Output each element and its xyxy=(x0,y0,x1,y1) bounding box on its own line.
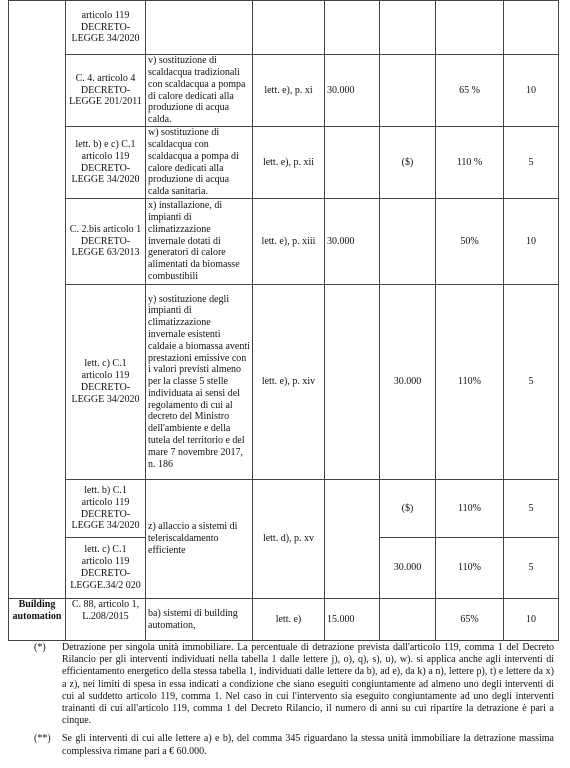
letter-cell: lett. e), p. xiv xyxy=(253,285,325,480)
limit-cell: 15.000 xyxy=(325,599,380,641)
table-row xyxy=(9,599,559,641)
table-row xyxy=(9,480,559,538)
limit-alt-cell: ($) xyxy=(380,480,436,538)
limit-alt-cell xyxy=(380,199,436,285)
letter-cell: lett. e), p. xi xyxy=(253,55,325,127)
limit-alt-cell xyxy=(380,1,436,55)
percentage-cell: 50% xyxy=(436,199,504,285)
intervention-cell: z) allaccio a sistemi di teleriscaldamento efficiente xyxy=(146,480,253,599)
category-cell xyxy=(9,1,66,599)
letter-cell: lett. e), p. xiii xyxy=(253,199,325,285)
table-row xyxy=(9,285,559,480)
years-cell: 5 xyxy=(504,480,559,538)
limit-alt-cell: ($) xyxy=(380,127,436,199)
percentage-cell: 65 % xyxy=(436,55,504,127)
reference-cell: lett. c) C.1 articolo 119 DECRETO-LEGGE.34/2 020 xyxy=(66,538,146,599)
reference-cell: C. 88, articolo 1, L.208/2015 xyxy=(66,599,146,641)
percentage-cell: 110% xyxy=(436,538,504,599)
limit-alt-cell: 30.000 xyxy=(380,285,436,480)
table-row xyxy=(9,199,559,285)
percentage-cell: 110 % xyxy=(436,127,504,199)
footnote xyxy=(34,642,554,727)
letter-cell xyxy=(253,1,325,55)
letter-cell: lett. e), p. xii xyxy=(253,127,325,199)
intervention-cell: x) installazione, di impianti di climatizzazione invernale dotati di generatori di calore alimentati da biomasse combustibili xyxy=(146,199,253,285)
reference-cell: C. 4. articolo 4 DECRETO-LEGGE 201/2011 xyxy=(66,55,146,127)
percentage-cell: 65% xyxy=(436,599,504,641)
limit-cell xyxy=(325,127,380,199)
limit-cell xyxy=(325,1,380,55)
years-cell: 10 xyxy=(504,55,559,127)
footnote-text: Detrazione per singola unità immobiliare. La percentuale di detrazione prevista dall'articolo 119, comma 1 del Decreto Rilancio per gli interventi individuati nella tabella 1 dalle lettere j), o), q), s), u), w). si applica anche agli interventi di efficientamento energetico della stessa tabella 1, individuati dalle lettere da b), ad e), da k) a n), lettere p), t) e lettere da x) a z), nei limiti di spesa in essa indicati a condizione che siano eseguiti congiuntamente ad almeno uno degli interventi di cui al suddetto articolo 119, comma 1. Nel caso in cui l'intervento sia eseguito congiuntamente ad uno degli interventi trainanti di cui all'articolo 119, comma 1 del Decreto Rilancio, il numero di anni su cui ripartire la detrazione è pari a cinque. xyxy=(62,642,554,727)
intervention-cell: y) sostituzione degli impianti di climatizzazione invernale esistenti caldaie a biomassa aventi prestazioni emissive con i valori previsti almeno per la classe 5 stelle individuata ai sensi del regolamento di cui al decreto del Ministro dell'ambiente e della tutela del territorio e del mare 7 novembre 2017, n. 186 xyxy=(146,285,253,480)
reference-cell: articolo 119 DECRETO-LEGGE 34/2020 xyxy=(66,1,146,55)
footnote-text: Se gli interventi di cui alle lettere a) e b), del comma 345 riguardano la stessa unità immobiliare la detrazione massima complessiva rimane pari a € 60.000. xyxy=(62,733,554,757)
percentage-cell xyxy=(436,1,504,55)
limit-alt-cell xyxy=(380,599,436,641)
reference-cell: lett. b) e c) C.1 articolo 119 DECRETO-LEGGE 34/2020 xyxy=(66,127,146,199)
years-cell: 5 xyxy=(504,127,559,199)
incentives-table xyxy=(8,0,559,641)
years-cell: 5 xyxy=(504,285,559,480)
limit-cell xyxy=(325,285,380,480)
intervention-cell xyxy=(146,1,253,55)
footnote xyxy=(34,733,554,757)
table-row xyxy=(9,1,559,55)
reference-cell: C. 2.bis articolo 1 DECRETO-LEGGE 63/2013 xyxy=(66,199,146,285)
footnote-marker: (**) xyxy=(34,733,51,745)
category-cell: Building automation xyxy=(9,599,66,641)
reference-cell: lett. b) C.1 articolo 119 DECRETO-LEGGE 34/2020 xyxy=(66,480,146,538)
years-cell: 10 xyxy=(504,599,559,641)
years-cell: 5 xyxy=(504,538,559,599)
limit-cell: 30.000 xyxy=(325,199,380,285)
footnote-marker: (*) xyxy=(34,642,46,653)
letter-cell: lett. d), p. xv xyxy=(253,480,325,599)
limit-alt-cell: 30.000 xyxy=(380,538,436,599)
footnotes xyxy=(34,642,554,764)
intervention-cell: w) sostituzione di scaldacqua con scaldacqua a pompa di calore dedicati alla produzione di acqua calda sanitaria. xyxy=(146,127,253,199)
letter-cell: lett. e) xyxy=(253,599,325,641)
years-cell xyxy=(504,1,559,55)
percentage-cell: 110% xyxy=(436,285,504,480)
percentage-cell: 110% xyxy=(436,480,504,538)
intervention-cell: ba) sistemi di building automation, xyxy=(146,599,253,641)
table-row xyxy=(9,55,559,127)
reference-cell: lett. c) C.1 articolo 119 DECRETO-LEGGE 34/2020 xyxy=(66,285,146,480)
intervention-cell: v) sostituzione di scaldacqua tradizionali con scaldacqua a pompa di calore dedicati alla produzione di acqua calda. xyxy=(146,55,253,127)
limit-alt-cell xyxy=(380,55,436,127)
limit-cell: 30.000 xyxy=(325,55,380,127)
limit-cell xyxy=(325,480,380,599)
years-cell: 10 xyxy=(504,199,559,285)
table-row xyxy=(9,127,559,199)
